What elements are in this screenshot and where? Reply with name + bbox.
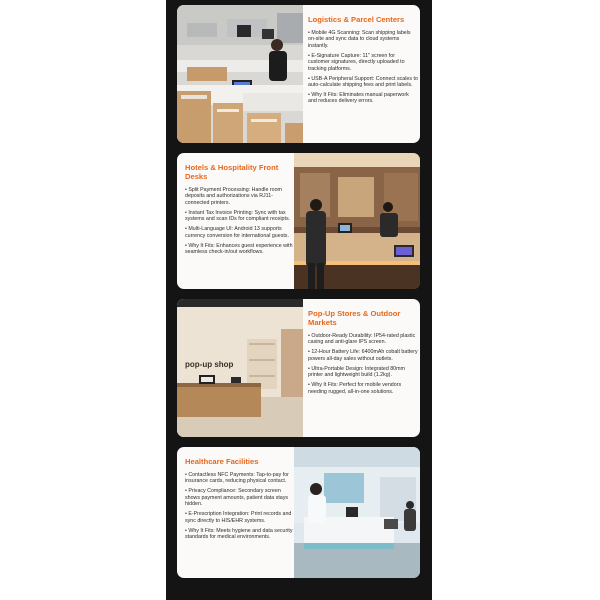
logistics-text [308,13,418,108]
popup-photo [177,299,303,437]
logistics-photo [177,5,303,143]
bullet-item: • Mobile 4G Scanning: Scan shipping labels on-site and sync data to cloud systems instantly. [308,30,411,49]
card-logistics [177,5,420,143]
bullet-item: • Why It Fits: Enhances guest experience with seamless check-in/out workflows. [185,242,293,256]
bullet-item: • Contactless NFC Payments: Tap-to-pay for insurance cards, reducing physical contact. [185,472,289,485]
card-title: Logistics & Parcel Centers [308,15,405,24]
healthcare-text [185,455,295,544]
card-healthcare [177,447,420,578]
bullet-item: • Outdoor-Ready Durability: IP54-rated plastic casing and anti-glare IPS screen. [308,333,416,346]
healthcare-photo [294,447,420,578]
hotels-text [185,161,295,259]
bullet-item: • E-Prescription Integration: Print records and sync directly to HIS/EHR systems. [185,511,292,524]
card-title: Healthcare Facilities [185,457,259,466]
bullet-item: • Split Payment Processing: Handle room deposits and authorizations via RJ11-connected printers. [185,187,282,206]
bullet-item: • Privacy Compliance: Secondary screen shows payment amounts, patient data stays hidden. [185,488,289,508]
bullet-item: • USB-A Peripheral Support: Connect scales to auto-calculate shipping fees and print labels. [308,75,418,89]
hotels-photo [294,153,420,289]
bullet-item: • Ultra-Portable Design: Integrated 80mm printer and lightweight build (1.2kg). [308,365,405,379]
card-hotels [177,153,420,289]
bullet-item: • Why It Fits: Meets hygiene and data security standards for medical environments. [185,527,293,541]
bullet-item: • 12-Hour Battery Life: 6400mAh cobalt battery powers all-day sales without outlets. [308,349,418,362]
card-title: Hotels & Hospitality Front Desks [185,163,279,181]
bullet-item: • E-Signature Capture: 11" screen for customer signatures, directly uploaded to tracking platforms. [308,52,405,72]
bullet-item: • Instant Tax Invoice Printing: Sync with tax systems and scan IDs for compliant receipts. [185,209,291,223]
popup-shop-sign: pop-up shop [185,360,234,369]
card-title: Pop-Up Stores & Outdoor Markets [308,309,401,327]
bullet-item: • Why It Fits: Eliminates manual paperwork and reduces delivery errors. [308,92,409,105]
popup-text [308,307,418,399]
bullet-item: • Why It Fits: Perfect for mobile vendors needing rugged, all-in-one solutions. [308,382,402,395]
card-popup [177,299,420,437]
bullet-item: • Multi-Language UI: Android 13 supports currency conversion for international guests. [185,226,289,239]
